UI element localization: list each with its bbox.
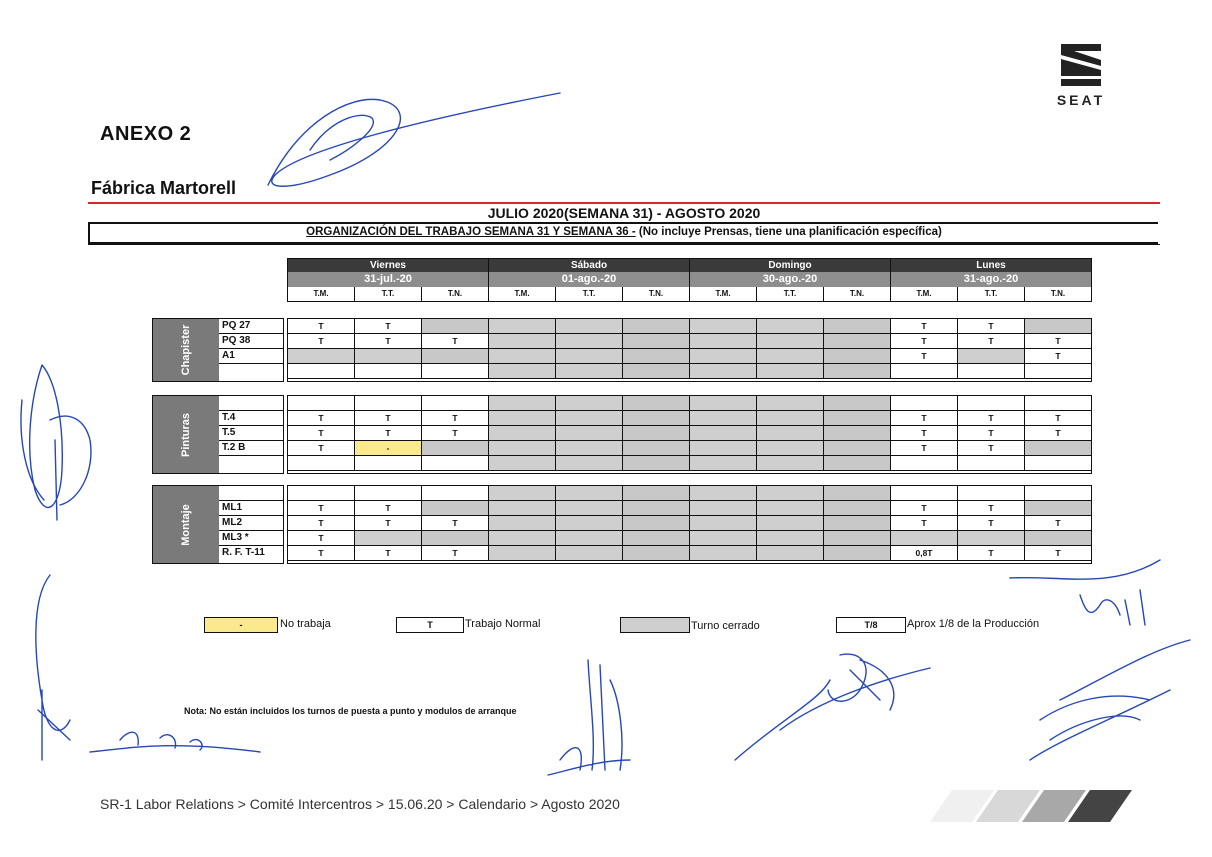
document-title: JULIO 2020(SEMANA 31) - AGOSTO 2020 bbox=[487, 205, 761, 221]
shift-cell bbox=[489, 486, 556, 501]
shift-cell: T bbox=[355, 334, 422, 349]
shift-cell: T bbox=[1025, 349, 1092, 364]
seat-logo-text: SEAT bbox=[1056, 92, 1106, 108]
shift-cell: T bbox=[288, 546, 355, 561]
row-label bbox=[219, 486, 283, 501]
shift-cell bbox=[824, 349, 891, 364]
shift-cell bbox=[824, 516, 891, 531]
shift-cell bbox=[623, 364, 690, 379]
shift-cell bbox=[958, 396, 1025, 411]
shift-cell: T bbox=[891, 411, 958, 426]
shift-cell bbox=[355, 364, 422, 379]
shift-cell: T bbox=[958, 411, 1025, 426]
legend-no-trabaja-swatch: - bbox=[204, 617, 278, 633]
row-label bbox=[219, 456, 283, 470]
row-label: T.4 bbox=[219, 411, 283, 426]
shift-grid bbox=[287, 485, 1092, 564]
shift-cell: T bbox=[422, 516, 489, 531]
shift-cell bbox=[690, 364, 757, 379]
shift-cell: T bbox=[958, 441, 1025, 456]
subtitle bbox=[88, 226, 1160, 238]
row-label: PQ 38 bbox=[219, 334, 283, 349]
shift-cell bbox=[489, 334, 556, 349]
signature-left-1 bbox=[30, 365, 91, 520]
section-label bbox=[152, 395, 220, 474]
shift-cell bbox=[489, 426, 556, 441]
day-name: Domingo bbox=[690, 259, 890, 272]
shift-cell bbox=[623, 486, 690, 501]
signature-left-2 bbox=[36, 575, 70, 760]
shift-cell bbox=[556, 516, 623, 531]
legend-no-trabaja-label: No trabaja bbox=[280, 618, 331, 630]
shift-cell bbox=[824, 334, 891, 349]
shift-label: T.T. bbox=[355, 287, 422, 301]
shift-cell bbox=[623, 334, 690, 349]
shift-cell: T bbox=[1025, 411, 1092, 426]
shift-cell bbox=[355, 396, 422, 411]
shift-cell bbox=[690, 319, 757, 334]
shift-cell: T bbox=[422, 334, 489, 349]
shift-cell: T bbox=[288, 501, 355, 516]
shift-cell: T bbox=[355, 411, 422, 426]
shift-cell: T bbox=[288, 531, 355, 546]
shift-cell bbox=[757, 319, 824, 334]
day-date: 31-ago.-20 bbox=[891, 272, 1091, 287]
shift-grid bbox=[287, 318, 1092, 382]
shift-cell bbox=[422, 319, 489, 334]
shift-cell bbox=[623, 441, 690, 456]
row-label: PQ 27 bbox=[219, 319, 283, 334]
shift-cell bbox=[489, 396, 556, 411]
shift-label: T.N. bbox=[1050, 289, 1066, 298]
shift-cell bbox=[288, 486, 355, 501]
signature-top bbox=[268, 93, 560, 186]
shift-cell bbox=[489, 546, 556, 561]
annex-label: ANEXO 2 bbox=[100, 123, 192, 145]
shift-cell: T bbox=[288, 334, 355, 349]
shift-cell bbox=[623, 456, 690, 471]
shift-cell bbox=[824, 531, 891, 546]
shift-cell bbox=[891, 486, 958, 501]
shift-cell: T bbox=[891, 319, 958, 334]
shift-cell bbox=[1025, 364, 1092, 379]
shift-cell bbox=[422, 349, 489, 364]
footer-breadcrumb: SR-1 Labor Relations > Comité Intercentros > 15.06.20 > Calendario > Agosto 2020 bbox=[100, 796, 620, 812]
shift-cell: T bbox=[355, 319, 422, 334]
shift-cell bbox=[556, 396, 623, 411]
shift-label: T.T. bbox=[958, 287, 1025, 301]
shift-cell: T bbox=[288, 426, 355, 441]
subtitle-main: ORGANIZACIÓN DEL TRABAJO SEMANA 31 Y SEMANA 36 - bbox=[306, 226, 636, 238]
legend-normal-swatch: T bbox=[396, 617, 464, 633]
row-label: R. F. T-11 bbox=[222, 547, 265, 558]
legend-cerrado-swatch bbox=[620, 617, 690, 633]
shift-cell bbox=[757, 516, 824, 531]
shift-cell bbox=[556, 546, 623, 561]
shift-cell: T bbox=[1025, 334, 1092, 349]
shift-cell: T bbox=[891, 349, 958, 364]
shift-label: T.M. bbox=[489, 287, 556, 301]
shift-cell bbox=[288, 456, 355, 471]
shift-cell: T bbox=[422, 546, 489, 561]
shift-cell bbox=[824, 486, 891, 501]
shift-cell bbox=[690, 396, 757, 411]
day-name: Viernes bbox=[288, 259, 488, 272]
shift-cell bbox=[288, 349, 355, 364]
shift-cell bbox=[623, 319, 690, 334]
shift-cell bbox=[623, 349, 690, 364]
shift-cell: T bbox=[891, 441, 958, 456]
header-divider bbox=[88, 202, 1160, 204]
shift-cell bbox=[489, 319, 556, 334]
shift-cell bbox=[757, 441, 824, 456]
shift-cell: T bbox=[355, 426, 422, 441]
shift-cell bbox=[757, 411, 824, 426]
shift-cell bbox=[556, 364, 623, 379]
shift-cell: T bbox=[958, 426, 1025, 441]
day-header bbox=[488, 258, 690, 302]
legend-cerrado-label: Turno cerrado bbox=[691, 620, 760, 632]
shift-row bbox=[690, 287, 890, 301]
shift-cell: - bbox=[355, 441, 422, 456]
shift-label: T.N. bbox=[648, 289, 664, 298]
shift-label: T.N. bbox=[447, 289, 463, 298]
shift-cell: T bbox=[355, 516, 422, 531]
shift-cell bbox=[422, 396, 489, 411]
shift-cell bbox=[690, 501, 757, 516]
shift-cell bbox=[556, 486, 623, 501]
shift-cell bbox=[489, 501, 556, 516]
shift-cell bbox=[690, 531, 757, 546]
shift-cell bbox=[690, 456, 757, 471]
row-label: A1 bbox=[219, 349, 283, 364]
shift-cell bbox=[623, 396, 690, 411]
shift-row bbox=[288, 287, 488, 301]
day-name: Lunes bbox=[891, 259, 1091, 272]
shift-cell bbox=[623, 501, 690, 516]
row-labels bbox=[219, 485, 284, 564]
shift-cell bbox=[422, 486, 489, 501]
signature-center bbox=[548, 660, 630, 775]
shift-cell bbox=[556, 441, 623, 456]
shift-cell bbox=[824, 546, 891, 561]
legend-normal-label: Trabajo Normal bbox=[465, 618, 541, 630]
shift-cell bbox=[1025, 319, 1092, 334]
row-label: ML1 bbox=[219, 501, 283, 516]
section-name: Chapister bbox=[180, 324, 192, 376]
subtitle-underline bbox=[88, 244, 1160, 245]
shift-cell bbox=[1025, 456, 1092, 471]
subtitle-note: (No incluye Prensas, tiene una planificación específica) bbox=[638, 226, 942, 238]
shift-cell bbox=[623, 516, 690, 531]
shift-cell: T bbox=[355, 501, 422, 516]
shift-cell: T bbox=[958, 501, 1025, 516]
day-header bbox=[287, 258, 489, 302]
shift-cell bbox=[824, 456, 891, 471]
shift-cell bbox=[757, 364, 824, 379]
shift-cell bbox=[489, 349, 556, 364]
shift-cell bbox=[891, 531, 958, 546]
shift-cell: T bbox=[1025, 516, 1092, 531]
shift-cell bbox=[556, 319, 623, 334]
row-labels bbox=[219, 395, 284, 474]
shift-cell: T bbox=[958, 546, 1025, 561]
shift-cell bbox=[757, 426, 824, 441]
shift-cell bbox=[623, 531, 690, 546]
shift-cell bbox=[690, 349, 757, 364]
shift-cell bbox=[757, 546, 824, 561]
row-label bbox=[219, 396, 283, 411]
shift-cell bbox=[958, 531, 1025, 546]
shift-cell bbox=[690, 426, 757, 441]
shift-cell: T bbox=[958, 516, 1025, 531]
legend-aprox-swatch: T/8 bbox=[836, 617, 906, 633]
shift-cell bbox=[690, 516, 757, 531]
shift-cell bbox=[690, 486, 757, 501]
footer-stripes-graphic bbox=[930, 790, 1140, 822]
shift-cell bbox=[556, 501, 623, 516]
shift-cell bbox=[489, 441, 556, 456]
footnote: Nota: No están incluidos los turnos de puesta a punto y modulos de arranque bbox=[184, 706, 517, 716]
shift-cell bbox=[1025, 441, 1092, 456]
shift-cell bbox=[690, 441, 757, 456]
shift-cell bbox=[757, 334, 824, 349]
shift-cell bbox=[824, 441, 891, 456]
shift-cell bbox=[958, 456, 1025, 471]
shift-cell: T bbox=[288, 319, 355, 334]
shift-cell bbox=[1025, 501, 1092, 516]
section-label bbox=[152, 485, 220, 564]
shift-cell bbox=[422, 441, 489, 456]
shift-cell bbox=[757, 501, 824, 516]
shift-cell bbox=[891, 456, 958, 471]
row-label: ML2 bbox=[219, 516, 283, 531]
shift-cell: T bbox=[958, 334, 1025, 349]
shift-cell bbox=[422, 531, 489, 546]
shift-cell bbox=[824, 411, 891, 426]
row-label: T.2 B bbox=[219, 441, 283, 456]
shift-cell bbox=[355, 486, 422, 501]
shift-cell: T bbox=[891, 426, 958, 441]
shift-grid bbox=[287, 395, 1092, 474]
shift-cell bbox=[288, 396, 355, 411]
shift-cell bbox=[958, 349, 1025, 364]
shift-cell bbox=[891, 364, 958, 379]
shift-cell bbox=[757, 456, 824, 471]
shift-label: T.M. bbox=[891, 287, 958, 301]
shift-cell bbox=[824, 396, 891, 411]
shift-cell bbox=[1025, 486, 1092, 501]
row-label: ML3 * bbox=[219, 531, 283, 546]
shift-cell bbox=[757, 349, 824, 364]
legend-aprox-label: Aprox 1/8 de la Producción bbox=[907, 618, 1040, 630]
shift-label: T.T. bbox=[757, 287, 824, 301]
section-name: Pinturas bbox=[180, 412, 192, 457]
day-header bbox=[689, 258, 891, 302]
day-header bbox=[890, 258, 1092, 302]
shift-cell bbox=[489, 531, 556, 546]
shift-cell bbox=[690, 411, 757, 426]
shift-cell: 0,8T bbox=[891, 546, 958, 561]
shift-cell bbox=[757, 486, 824, 501]
shift-cell bbox=[690, 334, 757, 349]
shift-cell bbox=[556, 456, 623, 471]
shift-cell bbox=[422, 456, 489, 471]
shift-cell: T bbox=[958, 319, 1025, 334]
shift-cell bbox=[288, 364, 355, 379]
shift-cell bbox=[556, 349, 623, 364]
shift-cell bbox=[824, 319, 891, 334]
shift-cell bbox=[489, 411, 556, 426]
shift-cell bbox=[355, 349, 422, 364]
shift-cell: T bbox=[891, 516, 958, 531]
shift-cell bbox=[556, 334, 623, 349]
shift-cell bbox=[355, 456, 422, 471]
shift-cell bbox=[623, 546, 690, 561]
shift-cell: T bbox=[1025, 426, 1092, 441]
shift-cell bbox=[824, 501, 891, 516]
shift-cell: T bbox=[891, 501, 958, 516]
shift-cell bbox=[1025, 396, 1092, 411]
shift-cell bbox=[1025, 531, 1092, 546]
section-label bbox=[152, 318, 220, 382]
shift-row bbox=[489, 287, 689, 301]
shift-cell bbox=[556, 531, 623, 546]
shift-cell bbox=[422, 364, 489, 379]
shift-cell: T bbox=[288, 411, 355, 426]
shift-cell bbox=[623, 411, 690, 426]
shift-label: T.M. bbox=[288, 287, 355, 301]
signature-bottom-left bbox=[90, 732, 260, 752]
signature-right bbox=[1010, 560, 1190, 760]
row-label bbox=[219, 364, 283, 378]
day-name: Sábado bbox=[489, 259, 689, 272]
shift-cell bbox=[757, 396, 824, 411]
shift-cell bbox=[958, 486, 1025, 501]
shift-label: T.M. bbox=[690, 287, 757, 301]
shift-cell bbox=[757, 531, 824, 546]
shift-cell: T bbox=[422, 426, 489, 441]
shift-row bbox=[891, 287, 1091, 301]
shift-cell bbox=[489, 364, 556, 379]
shift-cell: T bbox=[288, 516, 355, 531]
shift-cell bbox=[556, 426, 623, 441]
shift-cell bbox=[489, 456, 556, 471]
row-label: T.5 bbox=[219, 426, 283, 441]
shift-cell bbox=[556, 411, 623, 426]
shift-cell: T bbox=[422, 411, 489, 426]
shift-cell bbox=[824, 426, 891, 441]
shift-label: T.T. bbox=[556, 287, 623, 301]
signature-right-center bbox=[735, 654, 930, 760]
section-name: Montaje bbox=[180, 503, 192, 546]
day-date: 31-jul.-20 bbox=[288, 272, 488, 287]
shift-label: T.N. bbox=[849, 289, 865, 298]
factory-name: Fábrica Martorell bbox=[91, 178, 237, 198]
shift-cell bbox=[824, 364, 891, 379]
shift-cell: T bbox=[355, 546, 422, 561]
shift-cell: T bbox=[891, 334, 958, 349]
shift-cell bbox=[623, 426, 690, 441]
day-date: 01-ago.-20 bbox=[489, 272, 689, 287]
day-date: 30-ago.-20 bbox=[690, 272, 890, 287]
shift-cell: T bbox=[1025, 546, 1092, 561]
shift-cell bbox=[489, 516, 556, 531]
shift-cell: T bbox=[288, 441, 355, 456]
row-labels bbox=[219, 318, 284, 382]
shift-cell bbox=[891, 396, 958, 411]
shift-cell bbox=[355, 531, 422, 546]
shift-cell bbox=[958, 364, 1025, 379]
shift-cell bbox=[422, 501, 489, 516]
shift-cell bbox=[690, 546, 757, 561]
